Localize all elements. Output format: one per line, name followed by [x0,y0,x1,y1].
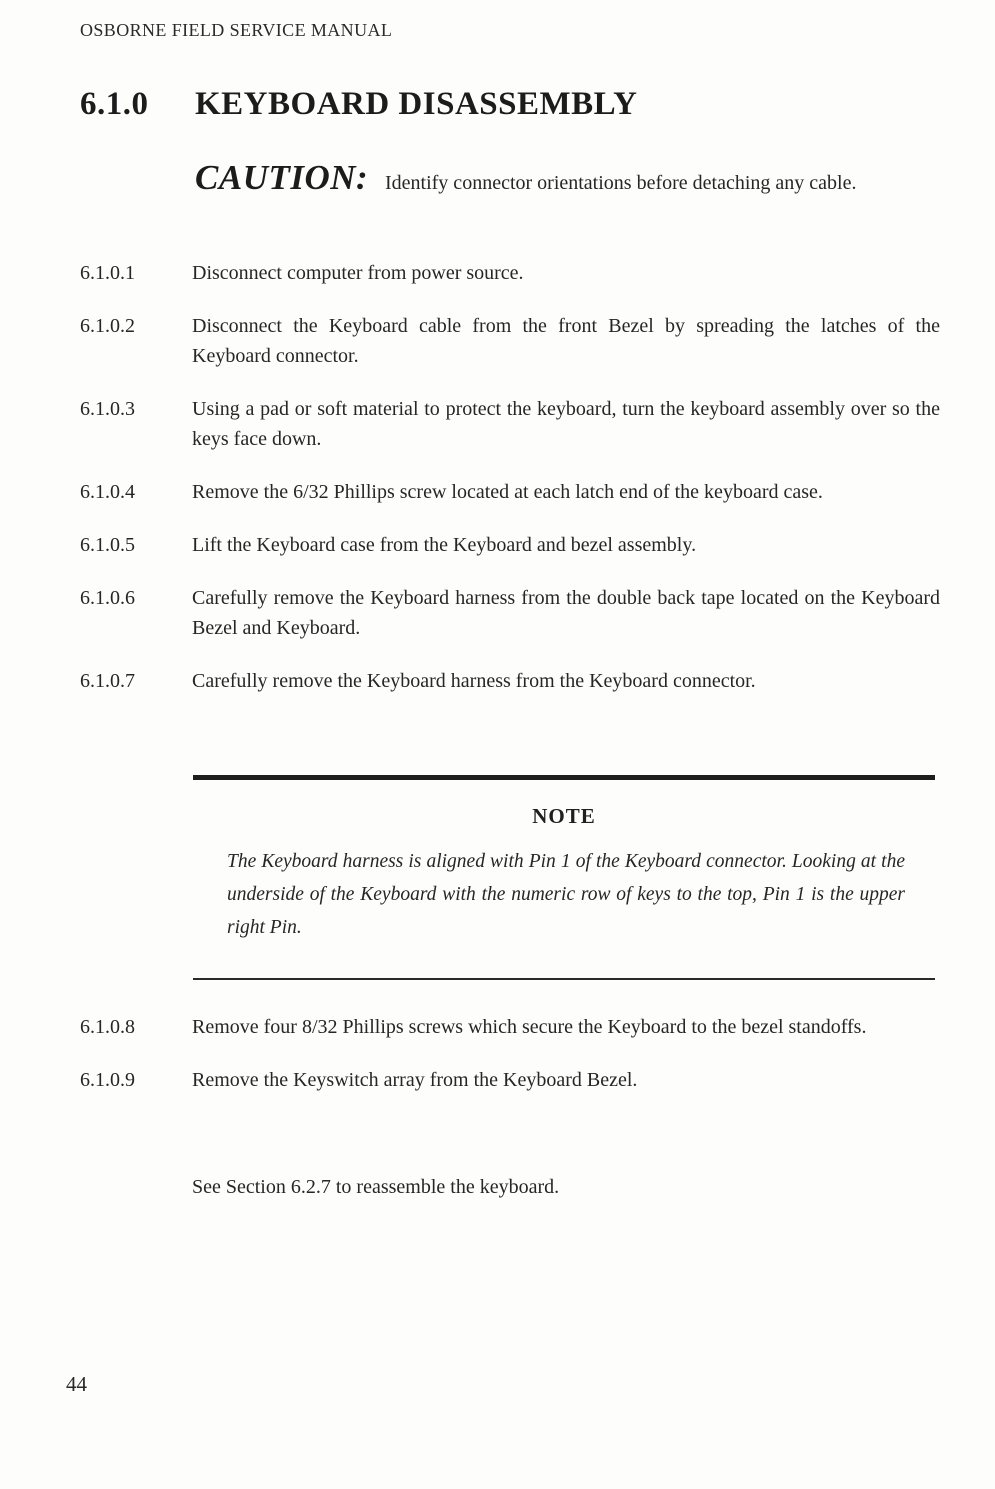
step-text: Carefully remove the Keyboard harness from the double back tape located on the Keyboard Bezel and Keyboard. [192,587,940,639]
step-text: Disconnect the Keyboard cable from the front Bezel by spreading the latches of the Keyboard connector. [192,315,940,367]
step-text: Remove the Keyswitch array from the Keyboard Bezel. [192,1069,638,1091]
step-item [80,530,940,560]
step-item [80,1012,940,1042]
step-number: 6.1.0.9 [80,1069,135,1091]
note-heading: NOTE [532,804,596,828]
step-number: 6.1.0.1 [80,262,135,284]
reassembly-reference: See Section 6.2.7 to reassemble the keyboard. [192,1176,560,1198]
step-number: 6.1.0.4 [80,481,135,503]
step-number: 6.1.0.3 [80,398,135,420]
step-item [80,583,940,643]
section-number: 6.1.0 [80,86,149,122]
note-text: The Keyboard harness is aligned with Pin 1 of the Keyboard connector. Looking at the underside of the Keyboard with the numeric row of keys to the top, Pin 1 is the upper right Pin. [227,851,905,938]
running-header: OSBORNE FIELD SERVICE MANUAL [80,20,393,40]
step-item [80,1065,940,1095]
step-number: 6.1.0.2 [80,315,135,337]
page-number: 44 [66,1372,87,1396]
caution-text: Identify connector orientations before detaching any cable. [385,172,857,194]
caution-label: CAUTION: [195,158,369,197]
section-title: KEYBOARD DISASSEMBLY [195,86,638,122]
step-list-before-note [80,258,940,719]
step-text: Carefully remove the Keyboard harness from the Keyboard connector. [192,670,756,692]
step-number: 6.1.0.5 [80,534,135,556]
step-number: 6.1.0.7 [80,670,135,692]
note-box [193,775,935,980]
section-heading [80,86,637,123]
step-text: Disconnect computer from power source. [192,262,524,284]
step-text: Using a pad or soft material to protect the keyboard, turn the keyboard assembly over so the keys face down. [192,398,940,450]
step-item [80,394,940,454]
step-item [80,666,940,696]
caution-block [195,158,940,199]
step-text: Remove four 8/32 Phillips screws which secure the Keyboard to the bezel standoffs. [192,1016,867,1038]
step-item [80,258,940,288]
step-list-after-note [80,1012,940,1118]
step-number: 6.1.0.8 [80,1016,135,1038]
step-number: 6.1.0.6 [80,587,135,609]
step-text: Lift the Keyboard case from the Keyboard and bezel assembly. [192,534,697,556]
step-text: Remove the 6/32 Phillips screw located at each latch end of the keyboard case. [192,481,823,503]
step-item [80,477,940,507]
step-item [80,311,940,371]
